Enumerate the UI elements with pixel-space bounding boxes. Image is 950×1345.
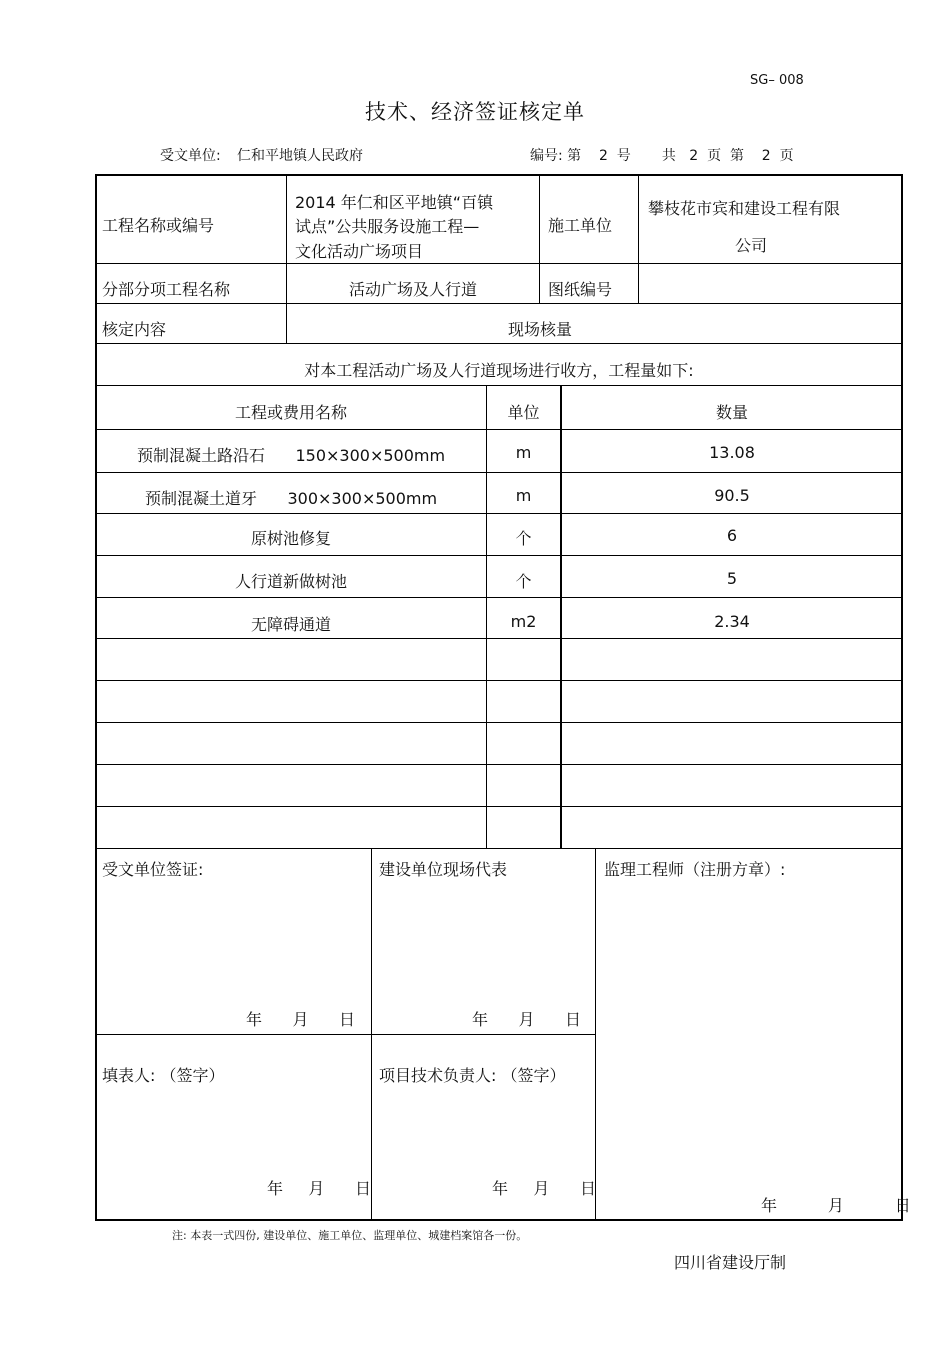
project-name-line3: 文化活动广场项目 <box>295 242 424 261</box>
item-quantity: 6 <box>726 526 738 545</box>
item-unit: m2 <box>510 612 537 631</box>
supervisor-date: 年 月 日 <box>761 1196 911 1215</box>
project-name-line1: 2014 年仁和区平地镇“百镇 <box>295 193 494 212</box>
form-code: SG– 008 <box>750 73 804 88</box>
contractor-label: 施工单位 <box>548 216 613 235</box>
content-label: 核定内容 <box>102 320 167 339</box>
project-name-line2: 试点”公共服务设施工程— <box>295 217 480 236</box>
footnote: 注: 本表一式四份, 建设单位、施工单位、监理单位、城建档案馆各一份。 <box>172 1229 528 1242</box>
header-item-name: 工程或费用名称 <box>234 403 347 422</box>
item-quantity: 2.34 <box>714 612 750 631</box>
recipient-date: 年 月 日 <box>246 1010 356 1029</box>
item-name: 原树池修复 <box>250 529 331 548</box>
item-quantity: 13.08 <box>709 443 755 462</box>
filler-label: 填表人: （签字） <box>102 1066 225 1085</box>
item-name: 预制混凝土路沿石 150×300×500mm <box>136 446 446 465</box>
header-unit: 单位 <box>507 403 540 422</box>
project-name-label: 工程名称或编号 <box>102 216 215 235</box>
tech-lead-label: 项目技术负责人: （签字） <box>379 1066 566 1085</box>
description: 对本工程活动广场及人行道现场进行收方，工程量如下: <box>304 361 694 380</box>
header-quantity: 数量 <box>715 403 748 422</box>
builder-rep-date: 年 月 日 <box>472 1010 582 1029</box>
item-unit: m <box>515 443 532 462</box>
supervisor-label: 监理工程师（注册方章）: <box>604 860 786 879</box>
item-unit: 个 <box>515 572 532 591</box>
issuer: 四川省建设厅制 <box>674 1253 787 1272</box>
builder-rep-label: 建设单位现场代表 <box>379 860 508 879</box>
content-value: 现场核量 <box>507 320 572 339</box>
page-title: 技术、经济签证核定单 <box>365 100 585 124</box>
contractor-line1: 攀枝花市宾和建设工程有限 <box>648 199 841 218</box>
item-name: 无障碍通道 <box>250 615 331 634</box>
contractor-line2: 公司 <box>735 236 768 255</box>
recipient-sign-label: 受文单位签证: <box>102 860 204 879</box>
item-quantity: 90.5 <box>714 486 750 505</box>
drawing-number-label: 图纸编号 <box>548 280 613 299</box>
sub-project-value: 活动广场及人行道 <box>348 280 477 299</box>
recipient-label: 受文单位: <box>160 148 221 164</box>
recipient-value: 仁和平地镇人民政府 <box>237 148 363 164</box>
item-name: 预制混凝土道牙 300×300×500mm <box>144 489 438 508</box>
item-name: 人行道新做树池 <box>234 572 347 591</box>
item-unit: m <box>515 486 532 505</box>
document-number: 编号: 第 2 号 共 2 页 第 2 页 <box>530 148 794 164</box>
tech-lead-date: 年 月 日 <box>492 1179 596 1198</box>
item-unit: 个 <box>515 529 532 548</box>
sub-project-label: 分部分项工程名称 <box>102 280 231 299</box>
item-quantity: 5 <box>726 569 738 588</box>
filler-date: 年 月 日 <box>267 1179 371 1198</box>
